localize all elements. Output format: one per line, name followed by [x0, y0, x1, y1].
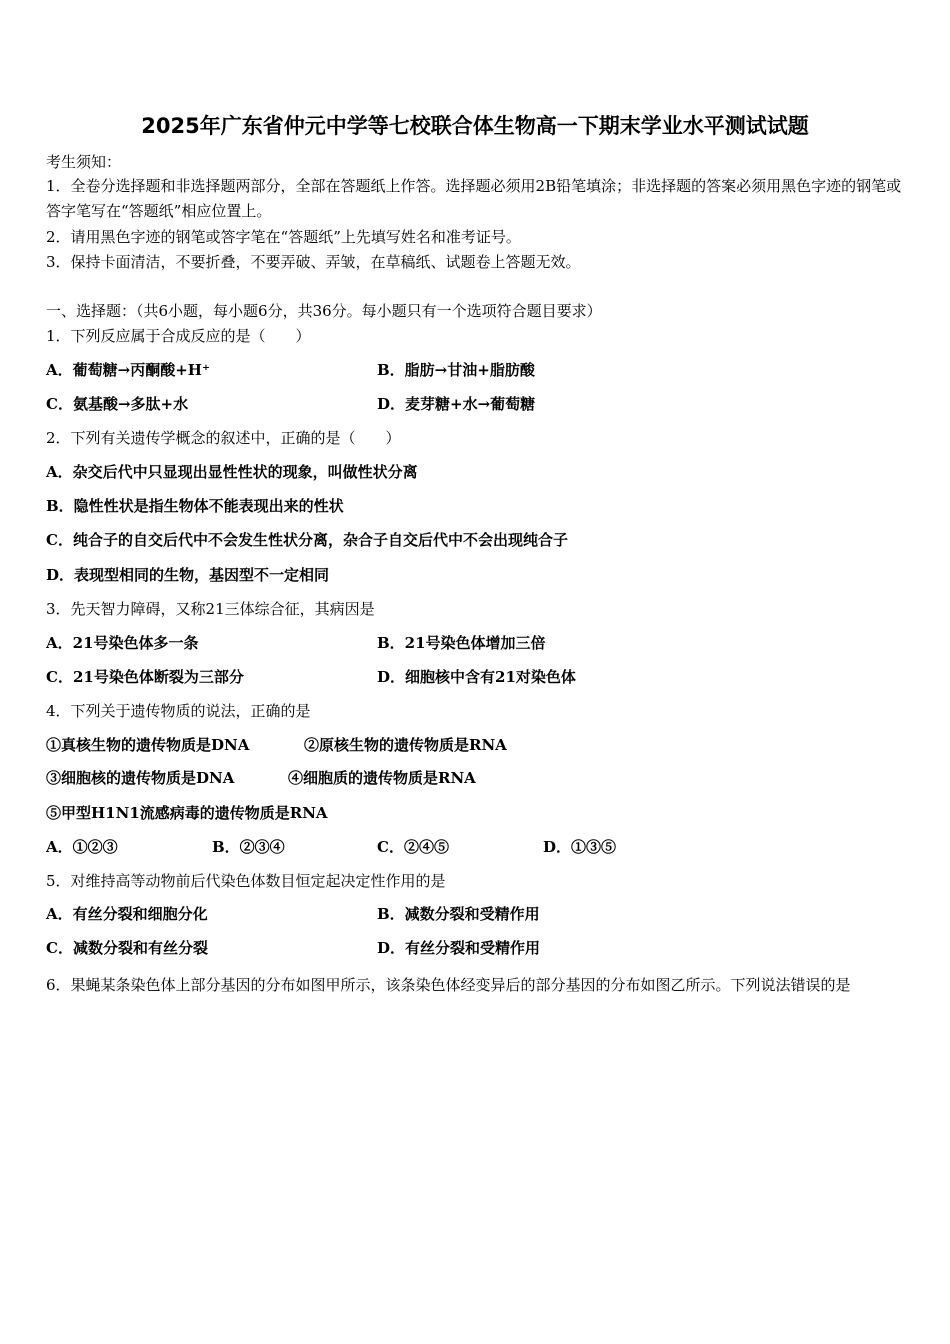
question-4-statement-5: ⑤甲型H1N1流感病毒的遗传物质是RNA [46, 804, 328, 822]
notice-item-2: 2．请用黑色字迹的钢笔或答字笔在“答题纸”上先填写姓名和准考证号。 [46, 228, 521, 246]
page-title: 2025年广东省仲元中学等七校联合体生物高一下期末学业水平测试试题 [141, 114, 809, 138]
question-4-option-c[interactable]: C．②④⑤ [377, 838, 449, 856]
question-6-stem: 6．果蝇某条染色体上部分基因的分布如图甲所示，该条染色体经变异后的部分基因的分布如图乙所示。下列说法错误的是 [46, 976, 851, 994]
question-1-option-a[interactable]: A．葡萄糖→丙酮酸+H⁺ [46, 361, 210, 379]
question-4-statement-3: ③细胞核的遗传物质是DNA [46, 769, 235, 787]
notice-item-1: 1．全卷分选择题和非选择题两部分，全部在答题纸上作答。选择题必须用2B铅笔填涂；非选择题的答案必须用黑色字迹的钢笔或答字笔写在“答题纸”相应位置上。 [46, 177, 902, 220]
question-3-option-b[interactable]: B．21号染色体增加三倍 [377, 634, 546, 652]
question-1-stem: 1．下列反应属于合成反应的是（ ） [46, 327, 311, 345]
question-5-stem: 5．对维持高等动物前后代染色体数目恒定起决定性作用的是 [46, 872, 446, 890]
question-4-statement-2: ②原核生物的遗传物质是RNA [304, 736, 507, 754]
question-3-option-c[interactable]: C．21号染色体断裂为三部分 [46, 668, 244, 686]
question-4-option-b[interactable]: B．②③④ [212, 838, 285, 856]
notice-item-3: 3．保持卡面清洁，不要折叠，不要弄破、弄皱，在草稿纸、试题卷上答题无效。 [46, 253, 581, 271]
question-4-option-d[interactable]: D．①③⑤ [543, 838, 617, 856]
section-heading: 一、选择题：（共6小题，每小题6分，共36分。每小题只有一个选项符合题目要求） [46, 302, 602, 320]
question-2-option-c[interactable]: C．纯合子的自交后代中不会发生性状分离，杂合子自交后代中不会出现纯合子 [46, 531, 568, 549]
question-5-option-a[interactable]: A．有丝分裂和细胞分化 [46, 905, 208, 923]
notice-heading: 考生须知： [46, 153, 122, 171]
question-2-stem: 2．下列有关遗传学概念的叙述中，正确的是（ ） [46, 429, 401, 447]
question-3-option-d[interactable]: D．细胞核中含有21对染色体 [377, 668, 576, 686]
question-5-option-b[interactable]: B．减数分裂和受精作用 [377, 905, 540, 923]
question-1-option-c[interactable]: C．氨基酸→多肽+水 [46, 395, 189, 413]
question-2-option-b[interactable]: B．隐性性状是指生物体不能表现出来的性状 [46, 497, 344, 515]
question-5-option-c[interactable]: C．减数分裂和有丝分裂 [46, 939, 208, 957]
question-5-option-d[interactable]: D．有丝分裂和受精作用 [377, 939, 541, 957]
question-4-statement-1: ①真核生物的遗传物质是DNA [46, 736, 250, 754]
question-3-stem: 3．先天智力障碍，又称21三体综合征，其病因是 [46, 600, 375, 618]
question-2-option-d[interactable]: D．表现型相同的生物，基因型不一定相同 [46, 566, 330, 584]
question-3-option-a[interactable]: A．21号染色体多一条 [46, 634, 199, 652]
question-1-option-d[interactable]: D．麦芽糖+水→葡萄糖 [377, 395, 536, 413]
question-4-option-a[interactable]: A．①②③ [46, 838, 118, 856]
question-2-option-a[interactable]: A．杂交后代中只显现出显性性状的现象，叫做性状分离 [46, 463, 418, 481]
question-4-statement-4: ④细胞质的遗传物质是RNA [288, 769, 476, 787]
question-1-option-b[interactable]: B．脂肪→甘油+脂肪酸 [377, 361, 535, 379]
question-4-stem: 4．下列关于遗传物质的说法，正确的是 [46, 702, 311, 720]
